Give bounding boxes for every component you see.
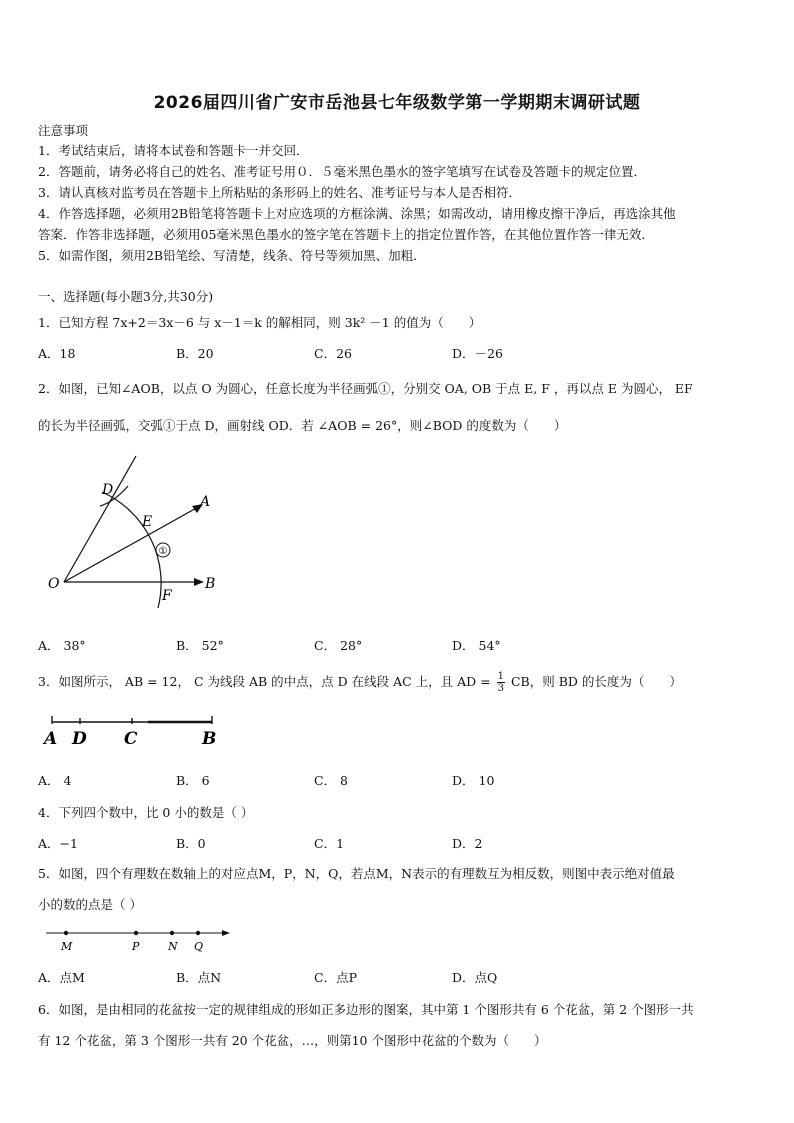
q1-option-d: D．－26 [452,346,503,361]
label-d: D [102,482,114,498]
label-a: A [200,494,211,510]
arrow-b [194,578,204,586]
q5-number-line [44,924,234,954]
question-5-line2: 小的数的点是（ ） [38,897,142,912]
q2-option-d: D． 54° [452,638,501,653]
notice-item: 5．如需作图，须用2B铅笔绘、写清楚，线条、符号等须加黑、加粗． [38,248,426,263]
notice-item: 答案．作答非选择题，必须用05毫米黑色墨水的签字笔在答题卡上的指定位置作答，在其他位置作答一律无效． [38,227,654,242]
number-line-arrow [222,930,230,936]
q4-option-d: D．2 [452,836,483,851]
question-3-text-a: 3．如图所示， AB = 12， C 为线段 AB 的中点，点 D 在线段 AC 上，且 AD = [38,674,491,689]
label-b: B [202,729,217,749]
page-title: 2026届四川省广安市岳池县七年级数学第一学期期末调研试题 [153,93,641,113]
label-a: A [44,729,58,749]
question-2-line1: 2．如图，已知∠AOB，以点 O 为圆心，任意长度为半径画弧①，分别交 OA, OB 于点 E, F ，再以点 E 为圆心， EF [38,381,693,396]
label-d: D [72,729,87,749]
q2-angle-figure [40,448,240,618]
q4-option-a: A．−1 [38,836,78,851]
q5-option-d: D．点Q [452,970,498,985]
question-6-line2: 有 12 个花盆，第 3 个图形一共有 20 个花盆，…，则第10 个图形中花盆的个数为（ ） [38,1033,547,1048]
q2-option-a: A． 38° [38,638,86,653]
q1-option-c: C．26 [314,346,352,361]
label-m: M [61,940,73,953]
q3-option-c: C． 8 [314,773,348,788]
question-6-line1: 6．如图，是由相同的花盆按一定的规律组成的形如正多边形的图案，其中第 1 个图形共有 6 个花盆，第 2 个图形一共 [38,1002,694,1017]
question-3-text-b: CB，则 BD 的长度为（ ） [510,674,682,689]
q2-option-c: C． 28° [314,638,363,653]
label-c: C [124,729,138,749]
q3-option-d: D． 10 [452,773,495,788]
label-b: B [205,576,216,592]
q4-option-b: B．0 [176,836,206,851]
notice-item: 2．答题前，请务必将自己的姓名、准考证号用０．５毫米黑色墨水的签字笔填写在试卷及答题卡的规定位置． [38,164,646,179]
point-p [134,931,138,935]
question-4: 4．下列四个数中，比 0 小的数是（ ） [38,805,254,820]
label-o: O [48,576,60,592]
label-arc: ① [158,546,168,557]
label-e: E [142,514,153,530]
label-q: Q [194,940,204,953]
q3-option-a: A． 4 [38,773,72,788]
notice-item: 3．请认真核对监考员在答题卡上所粘贴的条形码上的姓名、准考证号与本人是否相符． [38,185,521,200]
label-n: N [168,940,178,953]
q3-segment-figure [38,710,228,750]
q5-option-a: A．点M [38,970,85,985]
q5-option-b: B．点N [176,970,222,985]
ray-od [64,456,136,582]
q3-option-b: B． 6 [176,773,210,788]
q1-option-a: A．18 [38,346,76,361]
question-3 [38,671,682,694]
question-1: 1．已知方程 7x+2＝3x－6 与 x－1＝k 的解相同，则 3k² －1 的值为（ ） [38,315,482,330]
label-f: F [162,588,172,604]
point-n [170,931,174,935]
point-m [64,931,68,935]
fraction-denominator: 3 [497,683,504,694]
question-2-line2: 的长为半径画弧，交弧①于点 D，画射线 OD．若 ∠AOB = 26°，则∠BOD 的度数为（ ） [38,418,567,433]
q2-option-b: B． 52° [176,638,224,653]
fraction-numerator: 1 [497,671,504,682]
ray-oa [64,506,200,582]
q5-option-c: C．点P [314,970,357,985]
arc-1 [102,492,161,608]
notice-heading: 注意事项 [38,123,89,138]
q1-option-b: B．20 [176,346,214,361]
point-q [196,931,200,935]
q4-option-c: C．1 [314,836,345,851]
fraction [497,671,505,694]
notice-item: 4．作答选择题，必须用2B铅笔将答题卡上对应选项的方框涂满、涂黑；如需改动，请用橡皮擦干净后，再选涂其他 [38,206,676,221]
section-heading: 一、选择题(每小题3分,共30分) [38,289,214,304]
notice-item: 1．考试结束后，请将本试卷和答题卡一并交回． [38,143,309,158]
question-5-line1: 5．如图，四个有理数在数轴上的对应点M，P，N，Q，若点M，N表示的有理数互为相反数，则图中表示绝对值最 [38,866,675,881]
label-p: P [132,940,140,953]
